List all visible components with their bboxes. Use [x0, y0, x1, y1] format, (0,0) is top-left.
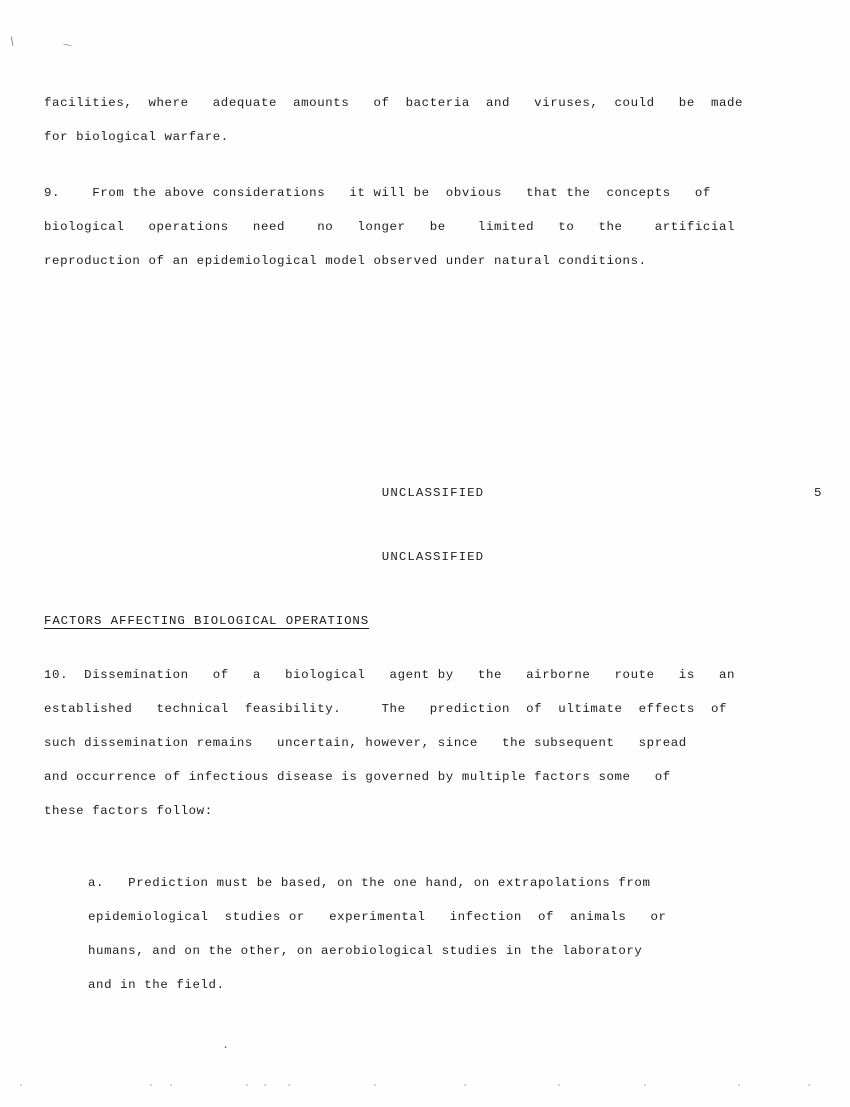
scan-speck-icon: . — [168, 1079, 175, 1090]
classification-banner-top: UNCLASSIFIED — [381, 486, 485, 500]
scan-mark-secondary-icon: ⁄ — [59, 40, 73, 51]
scan-speck-icon: . — [556, 1079, 563, 1090]
scan-speck-icon: . — [372, 1079, 379, 1090]
scan-speck-icon: . — [262, 1079, 269, 1090]
text-line: established technical feasibility. The prediction of ultimate effects of — [44, 702, 728, 716]
heading-spacer — [44, 584, 822, 614]
text-line: 10. Dissemination of a biological agent by the airborne route is an — [44, 668, 736, 682]
classification-banner-top-row — [44, 486, 822, 520]
text-line: and occurrence of infectious disease is governed by multiple factors some of — [44, 770, 671, 784]
text-line: 9. From the above considerations it will be obvious that the concepts of — [44, 186, 711, 200]
scan-speck-icon: . — [286, 1079, 293, 1090]
scan-speck-icon: . — [642, 1079, 649, 1090]
text-line: epidemiological studies or experimental infection of animals or — [88, 910, 667, 924]
scan-speck-icon: . — [222, 1038, 230, 1052]
scan-speck-icon: . — [736, 1079, 743, 1090]
paragraph-item-9 — [44, 176, 822, 278]
classification-banner-bottom-row — [44, 550, 822, 584]
page-number: 5 — [813, 486, 822, 500]
paragraph-item-10 — [44, 658, 822, 828]
section-heading: FACTORS AFFECTING BIOLOGICAL OPERATIONS — [44, 614, 370, 628]
text-line: facilities, where adequate amounts of bacteria and viruses, could be made — [44, 96, 744, 110]
page-spacer — [44, 300, 822, 486]
text-line: reproduction of an epidemiological model observed under natural conditions. — [44, 254, 647, 268]
text-line: such dissemination remains uncertain, however, since the subsequent spread — [44, 736, 687, 750]
text-line: for biological warfare. — [44, 130, 229, 144]
scan-speck-icon: . — [462, 1079, 469, 1090]
heading-bottom-spacer — [44, 628, 822, 658]
text-line: a. Prediction must be based, on the one hand, on extrapolations from — [88, 876, 651, 890]
text-line: and in the field. — [88, 978, 225, 992]
scan-speck-icon: . — [806, 1079, 813, 1090]
scan-speck-icon: . — [244, 1079, 251, 1090]
text-line: these factors follow: — [44, 804, 213, 818]
paragraph-continuation — [44, 86, 822, 154]
text-line: biological operations need no longer be limited to the artificial — [44, 220, 736, 234]
document-body — [44, 86, 822, 1024]
text-line: humans, and on the other, on aerobiological studies in the laboratory — [88, 944, 643, 958]
scan-mark-icon: \ — [6, 36, 17, 50]
subparagraph-spacer — [44, 850, 822, 866]
scan-edge-artifacts — [0, 1079, 850, 1091]
scan-speck-icon: . — [148, 1079, 155, 1090]
paragraph-item-10a — [88, 866, 822, 1002]
classification-banner-bottom: UNCLASSIFIED — [381, 550, 485, 564]
scan-speck-icon: . — [18, 1079, 25, 1090]
banner-spacer — [44, 520, 822, 550]
